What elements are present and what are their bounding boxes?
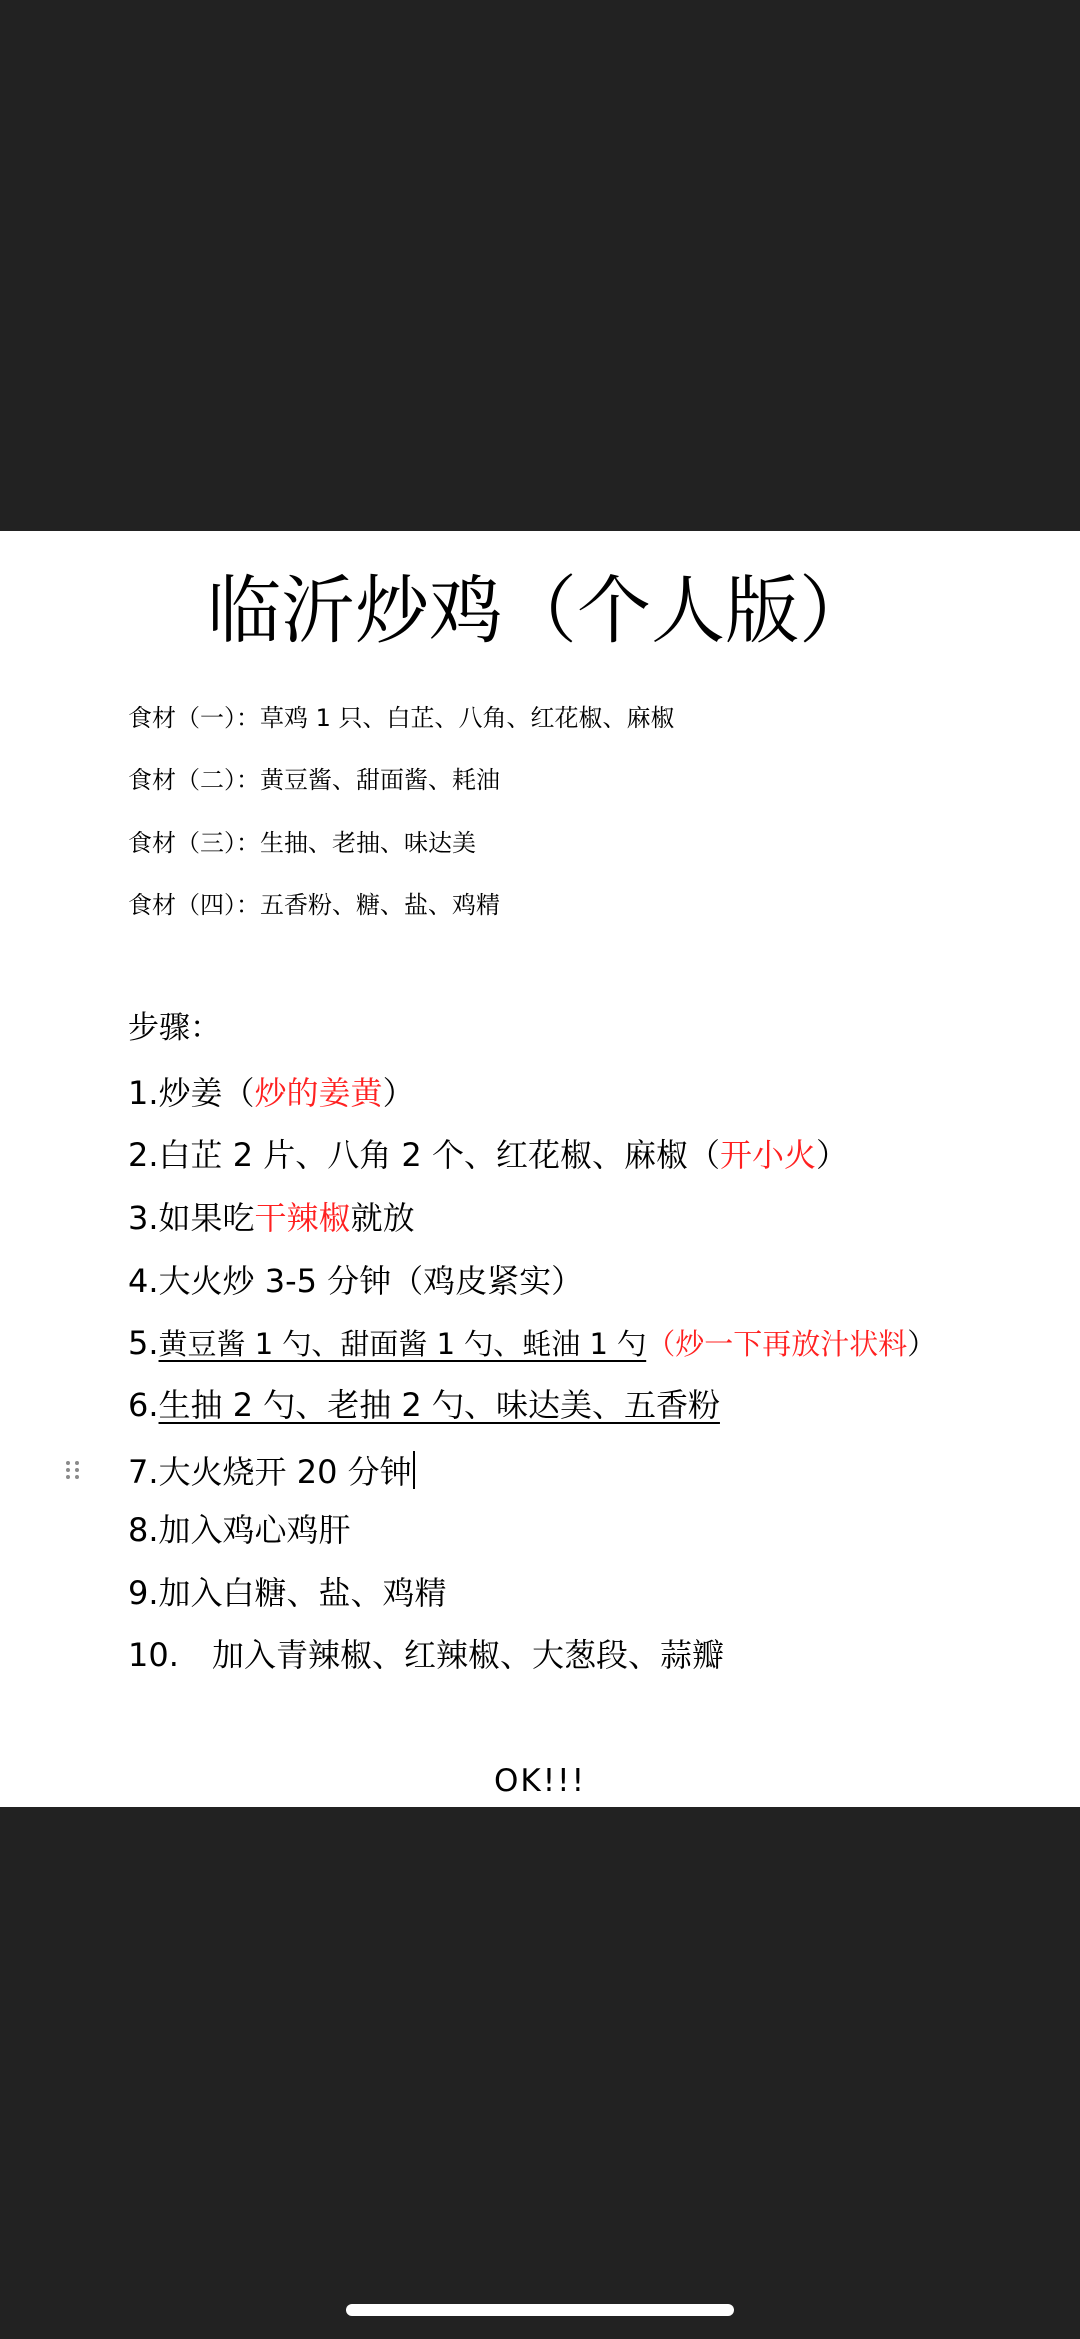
step-number: 4. — [128, 1262, 159, 1300]
step-text: 大火烧开 20 分钟 — [158, 1453, 412, 1491]
step-text-underlined: 生抽 2 勺、老抽 2 勺、味达美、五香粉 — [158, 1386, 720, 1424]
step-text: 加入鸡心鸡肝 — [158, 1511, 351, 1549]
step-text-underlined: 黄豆酱 1 勺、甜面酱 1 勺、蚝油 1 勺 — [158, 1327, 647, 1361]
step-open-paren: （ — [646, 1327, 676, 1361]
step-number: 1. — [128, 1074, 159, 1112]
text-cursor — [413, 1451, 415, 1489]
document-page[interactable] — [0, 531, 1080, 1807]
step-text: 如果吃 — [158, 1199, 255, 1237]
drag-handle-icon[interactable] — [66, 1461, 80, 1481]
step-text: 加入青辣椒、红辣椒、大葱段、蒜瓣 — [212, 1636, 725, 1674]
step-1 — [128, 1074, 415, 1112]
step-tail: ） — [815, 1136, 848, 1174]
ingredient-line-1: 食材（一）：草鸡 1 只、白芷、八角、红花椒、麻椒 — [128, 704, 675, 732]
steps-heading: 步骤： — [128, 1010, 221, 1046]
document-title: 临沂炒鸡（个人版） — [207, 568, 873, 654]
step-highlight: 炒的姜黄 — [254, 1074, 383, 1112]
step-text: 炒姜（ — [158, 1074, 255, 1112]
step-5 — [128, 1324, 937, 1362]
step-tail: 就放 — [350, 1199, 415, 1237]
step-number: 9. — [128, 1574, 159, 1612]
step-number: 2. — [128, 1136, 159, 1174]
step-number: 7. — [128, 1453, 159, 1491]
step-number: 8. — [128, 1511, 159, 1549]
step-10 — [128, 1636, 725, 1674]
ingredient-line-4: 食材（四）：五香粉、糖、盐、鸡精 — [128, 891, 500, 919]
step-tail: ） — [907, 1327, 937, 1361]
step-highlight: 干辣椒 — [254, 1199, 351, 1237]
ingredient-line-3: 食材（三）：生抽、老抽、味达美 — [128, 829, 476, 857]
step-number: 10. — [128, 1636, 179, 1674]
step-text: 加入白糖、盐、鸡精 — [158, 1574, 447, 1612]
ingredient-line-2: 食材（二）：黄豆酱、甜面酱、耗油 — [128, 766, 500, 794]
step-highlight: 开小火 — [719, 1136, 816, 1174]
step-4 — [128, 1262, 584, 1300]
step-9 — [128, 1574, 447, 1612]
step-text: 白芷 2 片、八角 2 个、红花椒、麻椒（ — [158, 1136, 720, 1174]
step-tail: ） — [382, 1074, 415, 1112]
step-3 — [128, 1199, 415, 1237]
step-text: 大火炒 3-5 分钟（鸡皮紧实） — [158, 1262, 584, 1300]
step-7[interactable] — [128, 1451, 415, 1489]
step-6 — [128, 1386, 720, 1424]
step-number: 5. — [128, 1324, 159, 1362]
step-number: 3. — [128, 1199, 159, 1237]
closing-text: OK!!! — [493, 1763, 586, 1799]
step-number: 6. — [128, 1386, 159, 1424]
home-indicator[interactable] — [346, 2304, 734, 2316]
step-highlight: 炒一下再放汁状料 — [675, 1327, 908, 1361]
step-8 — [128, 1511, 351, 1549]
step-2 — [128, 1136, 848, 1174]
